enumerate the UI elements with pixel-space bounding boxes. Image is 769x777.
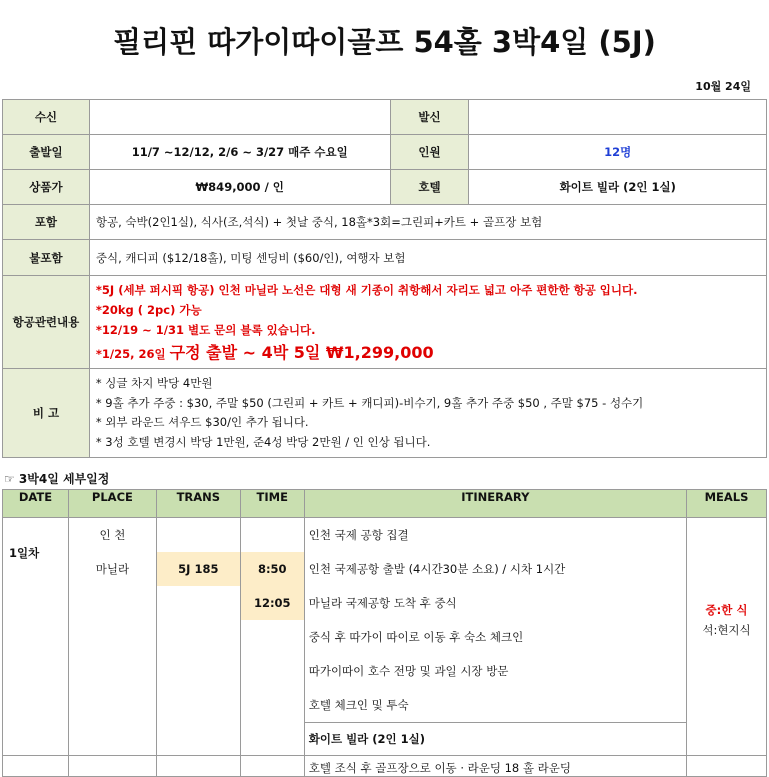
day1-date: 1일차	[3, 518, 69, 756]
place-incheon: 인 천	[99, 528, 126, 542]
hotel-value: 화이트 빌라 (2인 1실)	[469, 170, 767, 205]
remark-line: * 싱글 차지 박당 4만원	[95, 376, 213, 390]
header-time: TIME	[240, 490, 304, 518]
page-title: 필리핀 따가이따이골프 54홀 3박4일 (5J)	[113, 25, 656, 59]
header-trans: TRANS	[156, 490, 240, 518]
sender-label: 발신	[390, 100, 469, 135]
include-label: 포함	[3, 205, 90, 240]
day2-meals	[687, 756, 767, 777]
price-label: 상품가	[3, 170, 90, 205]
sender-value	[469, 100, 767, 135]
info-table	[2, 99, 767, 458]
meal-dinner: 석:현지식	[702, 623, 751, 637]
air-label: 항공관련내용	[3, 276, 90, 369]
place-manila: 마닐라	[95, 562, 130, 576]
remark-label: 비 고	[3, 369, 90, 458]
itinerary-item: 마닐라 국제공항 도착 후 중식	[308, 596, 457, 610]
day2-trans	[156, 756, 240, 777]
day2-place	[68, 756, 156, 777]
air-info	[89, 276, 766, 369]
include-value: 항공, 숙박(2인1실), 식사(조,석식) + 첫날 중식, 18홀*3회=그린피+카트 + 골프장 보험	[89, 205, 766, 240]
remark-line: * 외부 라운드 셔우드 $30/인 추가 됩니다.	[95, 415, 309, 429]
schedule-title: ☞ 3박4일 세부일정	[4, 472, 110, 486]
exclude-value: 중식, 캐디피 ($12/18홀), 미팅 센딩비 ($60/인), 여행자 보험	[89, 240, 766, 276]
exclude-label: 불포함	[3, 240, 90, 276]
air-line: *20kg ( 2pc) 가능	[95, 302, 202, 317]
flight-number: 5J 185	[157, 552, 240, 586]
people-value: 12명	[469, 135, 767, 170]
itinerary-item: 인천 국제 공항 집결	[308, 528, 409, 542]
header-date: DATE	[3, 490, 69, 518]
air-line-promo	[96, 340, 760, 367]
hotel-label: 호텔	[390, 170, 469, 205]
day1-time	[240, 518, 304, 756]
itinerary-item: 인천 국제공항 출발 (4시간30분 소요) / 시차 1시간	[308, 562, 566, 576]
header-itinerary: ITINERARY	[304, 490, 686, 518]
day2-time	[240, 756, 304, 777]
departure-value: 11/7 ~12/12, 2/6 ~ 3/27 매주 수요일	[89, 135, 390, 170]
departure-label: 출발일	[3, 135, 90, 170]
schedule-table	[2, 489, 767, 777]
air-line: *12/19 ~ 1/31 별도 문의 블록 있습니다.	[95, 322, 316, 337]
document-date: 10월 24일	[695, 80, 751, 93]
itinerary-item: 중식 후 따가이 따이로 이동 후 숙소 체크인	[308, 630, 524, 644]
day1-itinerary	[304, 518, 686, 756]
day2-date	[3, 756, 69, 777]
air-line: *5J (세부 퍼시픽 항공) 인천 마닐라 노선은 대형 새 기종이 취항해서 자리도 넓고 아주 편한한 항공 입니다.	[95, 282, 638, 297]
day1-meals	[687, 518, 767, 756]
arrival-time: 12:05	[241, 586, 304, 620]
day1-trans	[156, 518, 240, 756]
air-promo-prefix: *1/25, 26일	[95, 346, 166, 361]
air-promo-main: 구정 출발 ~ 4박 5일 ₩1,299,000	[169, 342, 434, 362]
itinerary-item: 따가이따이 호수 전망 및 과일 시장 방문	[308, 664, 509, 678]
departure-time: 8:50	[241, 552, 304, 586]
header-meals: MEALS	[687, 490, 767, 518]
remark-line: * 3성 호텔 변경시 박당 1만원, 준4성 박당 2만원 / 인 인상 됩니다.	[95, 434, 431, 449]
recipient-value	[89, 100, 390, 135]
day1-place	[68, 518, 156, 756]
itinerary-hotel: 화이트 빌라 (2인 1실)	[305, 722, 686, 755]
price-value: ₩849,000 / 인	[89, 170, 390, 205]
remarks	[89, 369, 766, 458]
itinerary-item: 호텔 체크인 및 투숙	[308, 698, 409, 712]
people-label: 인원	[390, 135, 469, 170]
recipient-label: 수신	[3, 100, 90, 135]
meal-lunch: 중:한 식	[705, 603, 748, 617]
header-place: PLACE	[68, 490, 156, 518]
day2-itinerary: 호텔 조식 후 골프장으로 이동 · 라운딩 18 홀 라운딩	[304, 756, 686, 777]
remark-line: * 9홀 추가 주중 : $30, 주말 $50 (그린피 + 카트 + 캐디피)-비수기, 9홀 추가 주중 $50 , 주말 $75 - 성수기	[95, 395, 644, 410]
